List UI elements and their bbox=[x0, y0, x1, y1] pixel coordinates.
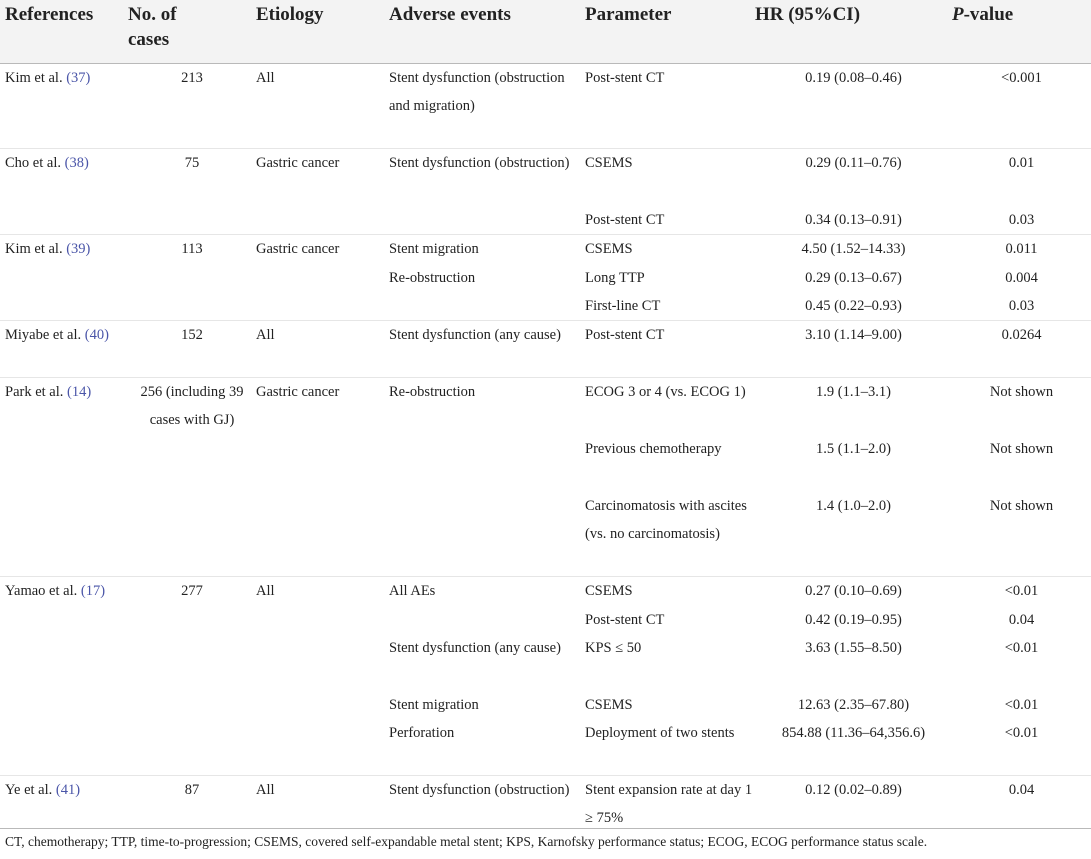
cell-p-value: 0.03 bbox=[1008, 297, 1035, 314]
cell-reference bbox=[0, 606, 128, 634]
cell-reference bbox=[0, 63, 128, 148]
table-row bbox=[0, 435, 1091, 492]
cell-parameter: CSEMS bbox=[585, 696, 633, 713]
cell-adverse-events: All AEs bbox=[389, 577, 585, 606]
cell-cases: 113 bbox=[128, 235, 256, 264]
cell-reference bbox=[0, 148, 128, 206]
cell-cases: 277 bbox=[128, 577, 256, 606]
cell-p-value: 0.0264 bbox=[952, 321, 1091, 378]
cell-adverse-events: Stent migration bbox=[389, 696, 479, 713]
table-row bbox=[0, 577, 1091, 606]
cell-parameter: Post-stent CT bbox=[585, 321, 755, 378]
header-cases-label: No. of cases bbox=[128, 4, 177, 50]
table-footnote: CT, chemotherapy; TTP, time-to-progression; CSEMS, covered self-expandable metal stent; KPS, Karnofsky performance status; ECOG, ECOG performance status scale. bbox=[5, 834, 928, 849]
header-etiology: Etiology bbox=[256, 4, 324, 25]
cell-p-value: Not shown bbox=[989, 440, 1054, 457]
table-row bbox=[0, 492, 1091, 577]
header-hr: HR (95%CI) bbox=[755, 4, 861, 25]
cell-adverse-events: Stent migration bbox=[389, 235, 585, 264]
cell-etiology bbox=[256, 492, 389, 577]
cell-etiology bbox=[256, 719, 389, 776]
cell-p-value: <0.01 bbox=[1004, 639, 1039, 656]
cell-cases bbox=[128, 435, 256, 492]
cell-p-value: Not shown bbox=[952, 378, 1091, 435]
cell-parameter: First-line CT bbox=[585, 297, 661, 314]
cell-p-value: <0.01 bbox=[952, 577, 1091, 606]
cell-hr: 1.9 (1.1–3.1) bbox=[755, 378, 952, 435]
table-row bbox=[0, 292, 1091, 321]
cell-adverse-events: Re-obstruction bbox=[389, 378, 585, 435]
cell-hr: 854.88 (11.36–64,356.6) bbox=[781, 724, 926, 741]
cell-etiology bbox=[256, 264, 389, 292]
cell-p-value: <0.001 bbox=[1001, 69, 1042, 86]
cell-cases: 256 (including 39 cases with GJ) bbox=[128, 378, 256, 435]
cell-hr: 1.5 (1.1–2.0) bbox=[816, 440, 891, 457]
cell-etiology: Gastric cancer bbox=[256, 235, 389, 264]
cell-reference bbox=[0, 691, 128, 719]
cell-cases bbox=[128, 264, 256, 292]
cell-reference bbox=[0, 321, 128, 378]
header-cases bbox=[128, 0, 256, 63]
cell-hr: 3.63 (1.55–8.50) bbox=[805, 639, 902, 656]
cell-parameter: CSEMS bbox=[585, 235, 755, 264]
reference-author: Park et al. bbox=[5, 384, 64, 400]
reference-author: Miyabe et al. bbox=[5, 327, 82, 343]
cell-hr: 1.4 (1.0–2.0) bbox=[816, 497, 891, 514]
cell-reference bbox=[0, 206, 128, 235]
cell-p-value: <0.01 bbox=[1004, 724, 1039, 741]
cell-parameter: Post-stent CT bbox=[585, 212, 665, 228]
table-header bbox=[0, 0, 1091, 63]
cell-reference bbox=[0, 492, 128, 577]
cell-parameter: Post-stent CT bbox=[585, 69, 665, 86]
table-row bbox=[0, 206, 1091, 235]
cell-adverse-events: Re-obstruction bbox=[389, 269, 476, 286]
reference-author: Kim et al. bbox=[5, 241, 63, 257]
cell-etiology: All bbox=[256, 69, 275, 86]
table-row bbox=[0, 634, 1091, 691]
table-row bbox=[0, 321, 1091, 378]
cell-p-value: 0.011 bbox=[952, 235, 1091, 264]
cell-cases bbox=[128, 691, 256, 719]
cell-adverse-events: Stent dysfunction (obstruction and migration) bbox=[389, 69, 565, 114]
cell-adverse-events: Perforation bbox=[389, 724, 455, 741]
cell-etiology bbox=[256, 691, 389, 719]
cell-reference bbox=[0, 292, 128, 321]
cell-adverse-events: Stent dysfunction (any cause) bbox=[389, 639, 561, 656]
cell-cases bbox=[128, 206, 256, 235]
header-parameter: Parameter bbox=[585, 4, 672, 25]
cell-reference bbox=[0, 776, 128, 833]
table-row bbox=[0, 691, 1091, 719]
cell-parameter: Long TTP bbox=[585, 269, 645, 286]
table-row bbox=[0, 264, 1091, 292]
cell-reference bbox=[0, 378, 128, 435]
cell-parameter: Previous chemotherapy bbox=[585, 440, 722, 457]
cell-reference bbox=[0, 235, 128, 264]
reference-author: Ye et al. bbox=[5, 782, 53, 798]
table-row bbox=[0, 719, 1091, 776]
reference-author: Kim et al. bbox=[5, 69, 63, 86]
cell-adverse-events bbox=[389, 606, 585, 634]
cell-hr: 0.27 (0.10–0.69) bbox=[755, 577, 952, 606]
cell-cases bbox=[128, 606, 256, 634]
cell-parameter: Stent expansion rate at day 1 ≥ 75% bbox=[585, 776, 755, 833]
table-row bbox=[0, 606, 1091, 634]
cell-etiology: All bbox=[256, 577, 389, 606]
citation-link[interactable]: (40) bbox=[84, 327, 109, 343]
cell-etiology bbox=[256, 206, 389, 235]
cell-etiology: Gastric cancer bbox=[256, 378, 389, 435]
table-row bbox=[0, 63, 1091, 148]
cell-cases: 213 bbox=[181, 69, 203, 86]
cell-cases bbox=[128, 634, 256, 691]
citation-link[interactable]: (37) bbox=[66, 69, 91, 86]
cell-hr: 0.19 (0.08–0.46) bbox=[805, 69, 902, 86]
table-row bbox=[0, 235, 1091, 264]
cell-parameter: Post-stent CT bbox=[585, 611, 665, 628]
cell-adverse-events: Stent dysfunction (obstruction) bbox=[389, 148, 585, 206]
cell-etiology bbox=[256, 634, 389, 691]
cell-etiology bbox=[256, 435, 389, 492]
reference-author: Yamao et al. bbox=[5, 583, 78, 599]
table-row bbox=[0, 776, 1091, 833]
table-row bbox=[0, 378, 1091, 435]
cell-hr: 0.45 (0.22–0.93) bbox=[805, 297, 902, 314]
cell-cases bbox=[128, 492, 256, 577]
reference-author: Cho et al. bbox=[5, 154, 61, 171]
cell-parameter: Carcinomatosis with ascites (vs. no carcinomatosis) bbox=[585, 497, 747, 542]
cell-etiology bbox=[256, 292, 389, 321]
cell-reference bbox=[0, 264, 128, 292]
cell-parameter: KPS ≤ 50 bbox=[585, 639, 642, 656]
cell-hr: 3.10 (1.14–9.00) bbox=[755, 321, 952, 378]
cell-etiology: Gastric cancer bbox=[256, 148, 389, 206]
cell-hr: 0.34 (0.13–0.91) bbox=[805, 212, 902, 228]
cell-adverse-events bbox=[389, 206, 585, 235]
header-p-value bbox=[952, 0, 1091, 63]
cell-p-value: 0.01 bbox=[952, 148, 1091, 206]
cell-hr: 0.12 (0.02–0.89) bbox=[755, 776, 952, 833]
cell-cases: 75 bbox=[128, 148, 256, 206]
cell-adverse-events bbox=[389, 292, 585, 321]
cell-parameter: Deployment of two stents bbox=[585, 724, 735, 741]
cell-hr: 0.42 (0.19–0.95) bbox=[805, 611, 902, 628]
header-adverse-events: Adverse events bbox=[389, 4, 511, 25]
cell-adverse-events: Stent dysfunction (any cause) bbox=[389, 321, 585, 378]
cell-hr: 0.29 (0.13–0.67) bbox=[805, 269, 902, 286]
table-body bbox=[0, 63, 1091, 833]
header-references: References bbox=[5, 4, 94, 25]
citation-link[interactable]: (38) bbox=[64, 154, 89, 171]
cell-reference bbox=[0, 634, 128, 691]
header-p-italic: P bbox=[952, 4, 964, 25]
cell-cases bbox=[128, 292, 256, 321]
cell-hr: 0.29 (0.11–0.76) bbox=[755, 148, 952, 206]
cell-cases bbox=[128, 719, 256, 776]
citation-link[interactable]: (14) bbox=[67, 384, 92, 400]
cell-adverse-events: Stent dysfunction (obstruction) bbox=[389, 776, 585, 833]
cell-adverse-events bbox=[389, 492, 585, 577]
cell-p-value: Not shown bbox=[989, 497, 1054, 514]
cell-etiology bbox=[256, 606, 389, 634]
cell-parameter: CSEMS bbox=[585, 148, 755, 206]
cell-reference bbox=[0, 719, 128, 776]
cell-adverse-events bbox=[389, 435, 585, 492]
cell-parameter: ECOG 3 or 4 (vs. ECOG 1) bbox=[585, 378, 755, 435]
cell-p-value: <0.01 bbox=[1004, 696, 1039, 713]
cell-p-value: 0.004 bbox=[1005, 269, 1038, 286]
cell-etiology: All bbox=[256, 321, 389, 378]
citation-link[interactable]: (17) bbox=[80, 583, 106, 599]
cell-p-value: 0.04 bbox=[1008, 611, 1035, 628]
cell-cases: 87 bbox=[128, 776, 256, 833]
cell-hr: 4.50 (1.52–14.33) bbox=[755, 235, 952, 264]
cell-p-value: 0.03 bbox=[1008, 212, 1035, 228]
cell-reference bbox=[0, 435, 128, 492]
citation-link[interactable]: (41) bbox=[55, 782, 81, 798]
cell-reference bbox=[0, 577, 128, 606]
cell-hr: 12.63 (2.35–67.80) bbox=[797, 696, 910, 713]
cell-p-value: 0.04 bbox=[952, 776, 1091, 833]
cell-etiology: All bbox=[256, 776, 389, 833]
bottom-rule bbox=[0, 828, 1091, 829]
cell-parameter: CSEMS bbox=[585, 577, 755, 606]
table-row bbox=[0, 148, 1091, 206]
cell-cases: 152 bbox=[128, 321, 256, 378]
header-p-rest: -value bbox=[963, 4, 1014, 25]
citation-link[interactable]: (39) bbox=[66, 241, 91, 257]
